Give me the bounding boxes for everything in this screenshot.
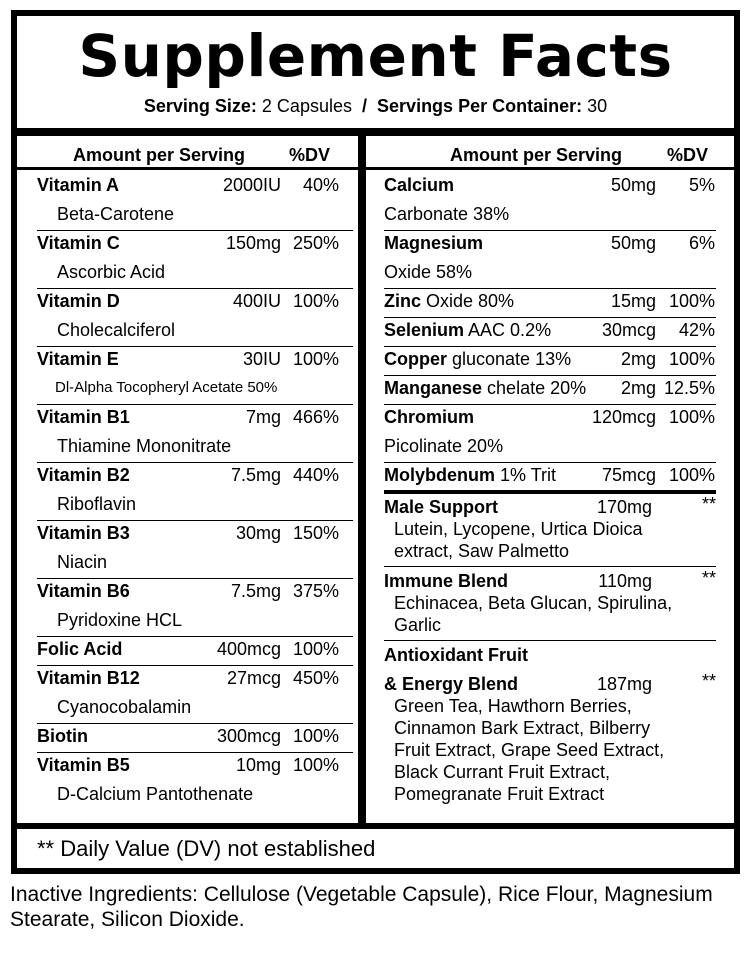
nutrient-dv: 100% <box>668 407 715 427</box>
blend-name: Antioxidant Fruit <box>384 645 528 665</box>
nutrient-name: Vitamin B2 <box>37 465 130 485</box>
inactive-ingredients: Inactive Ingredients: Cellulose (Vegetable Capsule), Rice Flour, Magnesium Stearate, Silicon Dioxide. <box>10 883 713 931</box>
nutrient-name: Manganese <box>384 378 483 398</box>
nutrient-amount: 400mcg <box>216 639 281 659</box>
nutrient-dv: 42% <box>678 320 715 340</box>
nutrient-line <box>384 319 551 341</box>
nutrient-suffix: chelate 20% <box>482 378 587 398</box>
nutrient-name: Vitamin B1 <box>37 407 130 427</box>
row-divider <box>384 375 716 376</box>
nutrient-amount: 400IU <box>232 291 281 311</box>
nutrient-amount: 50mg <box>610 233 656 253</box>
blend-divider <box>384 640 716 641</box>
nutrient-line <box>384 348 571 370</box>
blend-ingredients: Echinacea, Beta Glucan, Spirulina, <box>394 593 673 613</box>
nutrient-dv: 466% <box>292 407 339 427</box>
nutrient-name: Folic Acid <box>37 639 123 659</box>
nutrient-form: Ascorbic Acid <box>57 262 166 282</box>
nutrient-amount: 50mg <box>610 175 656 195</box>
nutrient-dv: 100% <box>292 349 339 369</box>
row-divider <box>384 288 716 289</box>
blend-dv: ** <box>701 671 716 691</box>
nutrient-form: Carbonate 38% <box>384 204 510 224</box>
nutrient-amount: 300mcg <box>216 726 281 746</box>
nutrient-dv: 440% <box>292 465 339 485</box>
blend-name: Male Support <box>384 497 499 517</box>
servings-per-container-value: 30 <box>587 96 608 116</box>
nutrient-form: Pyridoxine HCL <box>57 610 183 630</box>
nutrient-amount: 30mg <box>235 523 281 543</box>
nutrient-form: D-Calcium Pantothenate <box>57 784 254 804</box>
nutrient-amount: 7mg <box>245 407 281 427</box>
nutrient-name: Molybdenum <box>384 465 495 485</box>
nutrient-amount: 120mcg <box>591 407 656 427</box>
nutrient-dv: 100% <box>292 291 339 311</box>
footnote: ** Daily Value (DV) not established <box>37 836 376 861</box>
blend-ingredients: Pomegranate Fruit Extract <box>394 784 605 804</box>
blend-ingredients: Cinnamon Bark Extract, Bilberry <box>394 718 651 738</box>
amount-header: Amount per Serving <box>450 145 623 165</box>
nutrient-dv: 375% <box>292 581 339 601</box>
nutrient-amount: 2mg <box>620 378 656 398</box>
nutrient-amount: 7.5mg <box>230 581 281 601</box>
nutrient-dv: 5% <box>688 175 715 195</box>
nutrient-suffix: AAC 0.2% <box>464 320 552 340</box>
nutrient-line <box>384 406 474 428</box>
nutrient-dv: 250% <box>292 233 339 253</box>
servings-per-container-label: Servings Per Container: <box>377 96 583 116</box>
nutrient-name: Magnesium <box>384 233 484 253</box>
blend-amount: 110mg <box>598 571 652 591</box>
row-divider <box>37 288 353 289</box>
panel-title: Supplement Facts <box>78 22 673 90</box>
nutrient-line <box>384 174 454 196</box>
serving-size-value: 2 Capsules <box>261 96 352 116</box>
blend-dv: ** <box>701 568 716 588</box>
nutrient-dv: 6% <box>688 233 715 253</box>
blend-name: & Energy Blend <box>384 674 519 694</box>
nutrient-dv: 12.5% <box>663 378 715 398</box>
blend-ingredients: Black Currant Fruit Extract, <box>394 762 611 782</box>
row-divider <box>37 520 353 521</box>
nutrient-dv: 100% <box>668 349 715 369</box>
header-rule <box>17 167 358 170</box>
header-rule <box>366 167 734 170</box>
nutrient-amount: 15mg <box>610 291 656 311</box>
row-divider <box>37 578 353 579</box>
nutrient-amount: 2mg <box>620 349 656 369</box>
right-column <box>366 136 734 823</box>
blend-ingredients: Green Tea, Hawthorn Berries, <box>394 696 632 716</box>
nutrient-amount: 27mcg <box>226 668 281 688</box>
row-divider <box>384 230 716 231</box>
nutrient-line <box>384 377 586 399</box>
nutrient-name: Vitamin C <box>37 233 120 253</box>
nutrient-form: Oxide 58% <box>384 262 473 282</box>
nutrient-name: Vitamin D <box>37 291 120 311</box>
title-box <box>17 16 734 128</box>
nutrient-line <box>384 464 556 486</box>
nutrient-suffix: 1% Trit <box>495 465 557 485</box>
nutrient-line <box>384 290 514 312</box>
blend-ingredients: Lutein, Lycopene, Urtica Dioica <box>394 519 643 539</box>
blend-dv: ** <box>701 494 716 514</box>
footnote-box <box>17 829 734 868</box>
serving-size-label: Serving Size: <box>143 96 257 116</box>
nutrient-name: Vitamin B5 <box>37 755 130 775</box>
row-divider <box>37 752 353 753</box>
nutrient-dv: 100% <box>668 291 715 311</box>
blend-amount: 170mg <box>596 497 652 517</box>
nutrient-name: Zinc <box>384 291 422 311</box>
nutrient-line <box>384 232 483 254</box>
blend-name: Immune Blend <box>384 571 509 591</box>
nutrient-suffix: Oxide 80% <box>421 291 515 311</box>
nutrient-dv: 100% <box>292 726 339 746</box>
nutrient-name: Calcium <box>384 175 455 195</box>
row-divider <box>384 462 716 463</box>
nutrient-dv: 150% <box>292 523 339 543</box>
nutrient-name: Vitamin B6 <box>37 581 130 601</box>
nutrient-amount: 75mcg <box>601 465 656 485</box>
nutrient-dv: 100% <box>292 639 339 659</box>
supplement-facts-panel <box>11 10 740 874</box>
row-divider <box>37 230 353 231</box>
row-divider <box>384 317 716 318</box>
nutrient-form: Riboflavin <box>57 494 137 514</box>
nutrient-name: Copper <box>384 349 447 369</box>
row-divider <box>384 346 716 347</box>
nutrient-amount: 7.5mg <box>230 465 281 485</box>
dv-header: %DV <box>289 145 331 165</box>
nutrient-amount: 2000IU <box>222 175 281 195</box>
nutrient-name: Chromium <box>384 407 474 427</box>
nutrient-dv: 450% <box>292 668 339 688</box>
nutrient-name: Vitamin A <box>37 175 120 195</box>
nutrient-suffix: gluconate 13% <box>447 349 572 369</box>
nutrient-amount: 30mcg <box>601 320 656 340</box>
nutrient-dv: 100% <box>292 755 339 775</box>
row-divider <box>37 665 353 666</box>
nutrient-form: Thiamine Mononitrate <box>57 436 232 456</box>
nutrient-form: Beta-Carotene <box>57 204 175 224</box>
blend-ingredients: Fruit Extract, Grape Seed Extract, <box>394 740 665 760</box>
nutrient-amount: 150mg <box>225 233 281 253</box>
nutrient-form: Cyanocobalamin <box>57 697 192 717</box>
row-divider <box>37 636 353 637</box>
amount-header: Amount per Serving <box>73 145 246 165</box>
nutrient-form: Niacin <box>57 552 108 572</box>
blend-ingredients: Garlic <box>394 615 442 635</box>
nutrient-dv: 40% <box>302 175 339 195</box>
nutrient-form: Cholecalciferol <box>57 320 176 340</box>
nutrient-dv: 100% <box>668 465 715 485</box>
dv-header: %DV <box>667 145 709 165</box>
nutrient-form: Dl-Alpha Tocopheryl Acetate 50% <box>55 379 278 396</box>
row-divider <box>37 404 353 405</box>
serving-info <box>17 94 734 118</box>
nutrient-name: Vitamin B3 <box>37 523 130 543</box>
nutrient-name: Biotin <box>37 726 88 746</box>
blend-amount: 187mg <box>596 674 652 694</box>
nutrient-amount: 30IU <box>242 349 281 369</box>
left-column <box>17 136 358 823</box>
row-divider <box>37 462 353 463</box>
nutrient-amount: 10mg <box>235 755 281 775</box>
serving-separator: / <box>362 96 368 116</box>
row-divider <box>37 723 353 724</box>
nutrient-name: Vitamin B12 <box>37 668 140 688</box>
nutrient-name: Selenium <box>384 320 465 340</box>
nutrient-form: Picolinate 20% <box>384 436 504 456</box>
blend-ingredients: extract, Saw Palmetto <box>394 541 570 561</box>
nutrient-name: Vitamin E <box>37 349 119 369</box>
row-divider <box>384 404 716 405</box>
row-divider <box>37 346 353 347</box>
